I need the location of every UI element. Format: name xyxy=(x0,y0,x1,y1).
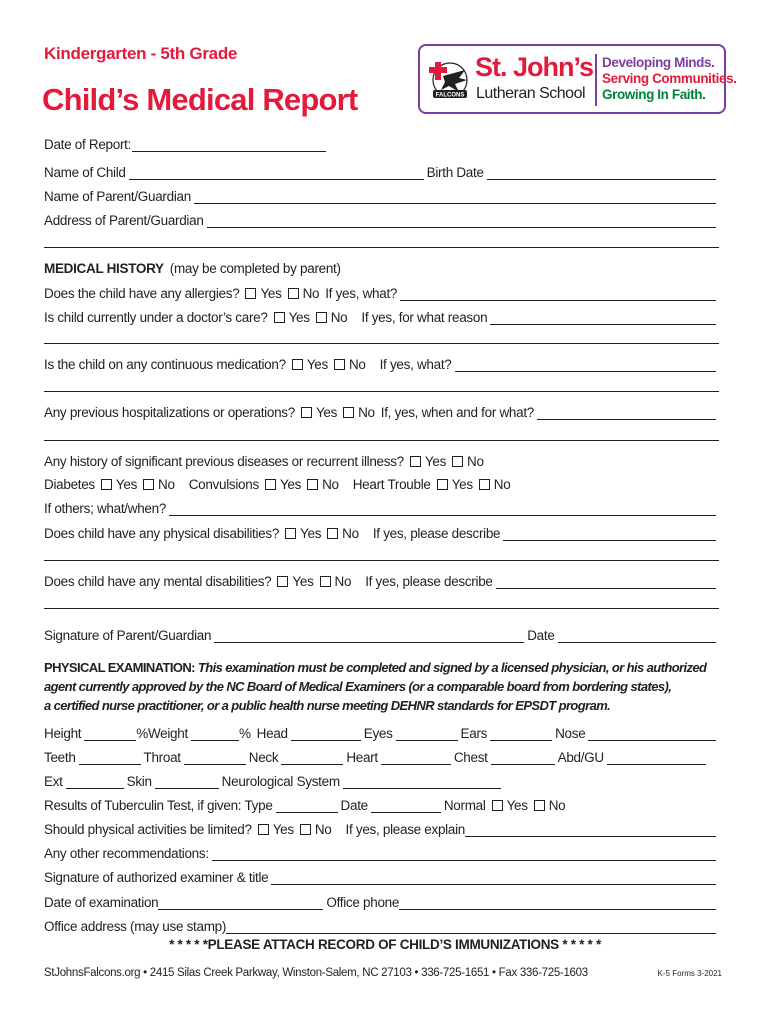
doctor-yes-checkbox[interactable] xyxy=(274,312,285,323)
parent-signature-date-field[interactable] xyxy=(558,628,716,643)
physical-yes-checkbox[interactable] xyxy=(285,528,296,539)
physical-no-checkbox[interactable] xyxy=(327,528,338,539)
diabetes-no-checkbox[interactable] xyxy=(143,479,154,490)
birth-date-field[interactable] xyxy=(487,165,716,180)
nose-field[interactable] xyxy=(588,726,716,741)
tuberculin-row: Results of Tuberculin Test, if given: Type Date Normal Yes No xyxy=(44,798,566,813)
parent-address-row: Address of Parent/Guardian xyxy=(44,208,719,228)
doctor-no-checkbox[interactable] xyxy=(316,312,327,323)
hospitalization-row: Any previous hospitalizations or operations? Yes No If, yes, when and for what? xyxy=(44,400,719,420)
logo-school-subtitle: Lutheran School xyxy=(476,85,586,102)
medication-no-checkbox[interactable] xyxy=(334,359,345,370)
activity-yes-checkbox[interactable] xyxy=(258,824,269,835)
exam-organs-row: Teeth Throat Neck Heart Chest Abd/GU xyxy=(44,745,709,765)
doctor-reason-line-2[interactable] xyxy=(44,343,719,344)
child-name-row: Name of Child Birth Date xyxy=(44,160,719,180)
heart-trouble-yes-checkbox[interactable] xyxy=(437,479,448,490)
chest-field[interactable] xyxy=(491,750,555,765)
office-address-field[interactable] xyxy=(226,919,716,934)
logo-school-name: St. John’s xyxy=(475,52,594,82)
school-logo xyxy=(418,44,737,114)
examiner-signature-row: Signature of authorized examiner & title xyxy=(44,865,719,885)
form-number: K-5 Forms 3-2021 xyxy=(657,969,722,978)
tb-date-field[interactable] xyxy=(371,798,441,813)
tb-type-field[interactable] xyxy=(276,798,338,813)
neurological-field[interactable] xyxy=(343,774,501,789)
logo-divider xyxy=(595,54,597,106)
mental-disability-row: Does child have any mental disabilities? Yes No If yes, please describe xyxy=(44,569,719,589)
activity-no-checkbox[interactable] xyxy=(300,824,311,835)
logo-tagline-3: Growing In Faith. xyxy=(602,87,706,102)
mental-disability-field[interactable] xyxy=(496,574,716,589)
conditions-row: Diabetes Yes No Convulsions Yes No Heart Trouble Yes No xyxy=(44,477,511,492)
logo-tagline-1: Developing Minds. xyxy=(602,55,715,70)
skin-field[interactable] xyxy=(155,774,219,789)
head-field[interactable] xyxy=(291,726,361,741)
hospitalization-no-checkbox[interactable] xyxy=(343,407,354,418)
medication-yes-checkbox[interactable] xyxy=(292,359,303,370)
physical-disability-line-2[interactable] xyxy=(44,560,719,561)
ears-field[interactable] xyxy=(490,726,552,741)
grade-range: Kindergarten - 5th Grade xyxy=(44,44,238,63)
medication-line-2[interactable] xyxy=(44,391,719,392)
heart-trouble-no-checkbox[interactable] xyxy=(479,479,490,490)
medication-field[interactable] xyxy=(455,357,717,372)
tb-normal-yes-checkbox[interactable] xyxy=(492,800,503,811)
falcon-emblem-icon xyxy=(429,56,475,102)
eyes-field[interactable] xyxy=(396,726,458,741)
exam-date-row: Date of examination Office phone xyxy=(44,890,719,910)
ext-field[interactable] xyxy=(66,774,124,789)
recommendations-field[interactable] xyxy=(212,846,716,861)
exam-neuro-row: Ext Skin Neurological System xyxy=(44,769,504,789)
disease-no-checkbox[interactable] xyxy=(452,456,463,467)
logo-tagline-2: Serving Communities. xyxy=(602,71,737,86)
date-of-report-field[interactable] xyxy=(132,137,326,152)
allergies-no-checkbox[interactable] xyxy=(288,288,299,299)
office-address-row: Office address (may use stamp) xyxy=(44,914,719,934)
parent-address-line-2[interactable] xyxy=(44,247,719,248)
exam-date-field[interactable] xyxy=(158,895,323,910)
date-of-report-row: Date of Report: xyxy=(44,132,329,152)
weight-field[interactable] xyxy=(191,726,239,741)
throat-field[interactable] xyxy=(184,750,246,765)
footer-contact: StJohnsFalcons.org • 2415 Silas Creek Parkway, Winston-Salem, NC 27103 • 336-725-1651 • Fax 336-725-1603 xyxy=(44,967,588,979)
other-conditions-row: If others; what/when? xyxy=(44,496,719,516)
parent-address-field[interactable] xyxy=(207,213,716,228)
height-field[interactable] xyxy=(84,726,136,741)
mental-yes-checkbox[interactable] xyxy=(277,576,288,587)
parent-signature-field[interactable] xyxy=(214,628,524,643)
activity-limit-row: Should physical activities be limited? Yes No If yes, please explain xyxy=(44,817,719,837)
child-name-field[interactable] xyxy=(129,165,424,180)
page-title: Child’s Medical Report xyxy=(42,82,358,117)
parent-name-row: Name of Parent/Guardian xyxy=(44,184,719,204)
physical-disability-field[interactable] xyxy=(503,526,716,541)
hospitalization-line-2[interactable] xyxy=(44,440,719,441)
hospitalization-yes-checkbox[interactable] xyxy=(301,407,312,418)
examiner-signature-field[interactable] xyxy=(271,870,716,885)
parent-name-field[interactable] xyxy=(194,189,716,204)
convulsions-no-checkbox[interactable] xyxy=(307,479,318,490)
allergies-field[interactable] xyxy=(400,286,716,301)
convulsions-yes-checkbox[interactable] xyxy=(265,479,276,490)
disease-yes-checkbox[interactable] xyxy=(410,456,421,467)
doctor-reason-field[interactable] xyxy=(490,310,716,325)
heart-field[interactable] xyxy=(381,750,451,765)
physical-exam-instructions: PHYSICAL EXAMINATION: This examination must be completed and signed by a licensed physician, or his authorized agent currently approved by the NC Board of Medical Examiners (or a comparable board from bordering states), a certified nurse practitioner, or a public health nurse meeting DEHNR standards for EPSDT program. xyxy=(44,660,707,713)
mental-no-checkbox[interactable] xyxy=(320,576,331,587)
allergies-row: Does the child have any allergies? Yes No If yes, what? xyxy=(44,281,719,301)
medication-row: Is the child on any continuous medication? Yes No If yes, what? xyxy=(44,352,719,372)
office-phone-field[interactable] xyxy=(399,895,716,910)
mental-disability-line-2[interactable] xyxy=(44,608,719,609)
parent-signature-row: Signature of Parent/Guardian Date xyxy=(44,623,719,643)
abd-gu-field[interactable] xyxy=(607,750,706,765)
exam-measures-row: Height % Weight % Head Eyes Ears Nose xyxy=(44,721,719,741)
recommendations-row: Any other recommendations: xyxy=(44,841,719,861)
immunization-notice: * * * * *PLEASE ATTACH RECORD OF CHILD’S IMMUNIZATIONS * * * * * xyxy=(169,937,601,952)
disease-history-row: Any history of significant previous diseases or recurrent illness? Yes No xyxy=(44,454,484,469)
physical-disability-row: Does child have any physical disabilities? Yes No If yes, please describe xyxy=(44,521,719,541)
tb-normal-no-checkbox[interactable] xyxy=(534,800,545,811)
allergies-yes-checkbox[interactable] xyxy=(245,288,256,299)
diabetes-yes-checkbox[interactable] xyxy=(101,479,112,490)
hospitalization-field[interactable] xyxy=(537,405,716,420)
teeth-field[interactable] xyxy=(79,750,141,765)
other-conditions-field[interactable] xyxy=(169,501,716,516)
activity-explain-field[interactable] xyxy=(465,822,716,837)
medical-history-heading: MEDICAL HISTORY (may be completed by parent) xyxy=(44,261,341,276)
doctor-care-row: Is child currently under a doctor’s care? Yes No If yes, for what reason xyxy=(44,305,719,325)
emblem-text: FALCONS xyxy=(435,92,465,99)
neck-field[interactable] xyxy=(281,750,343,765)
